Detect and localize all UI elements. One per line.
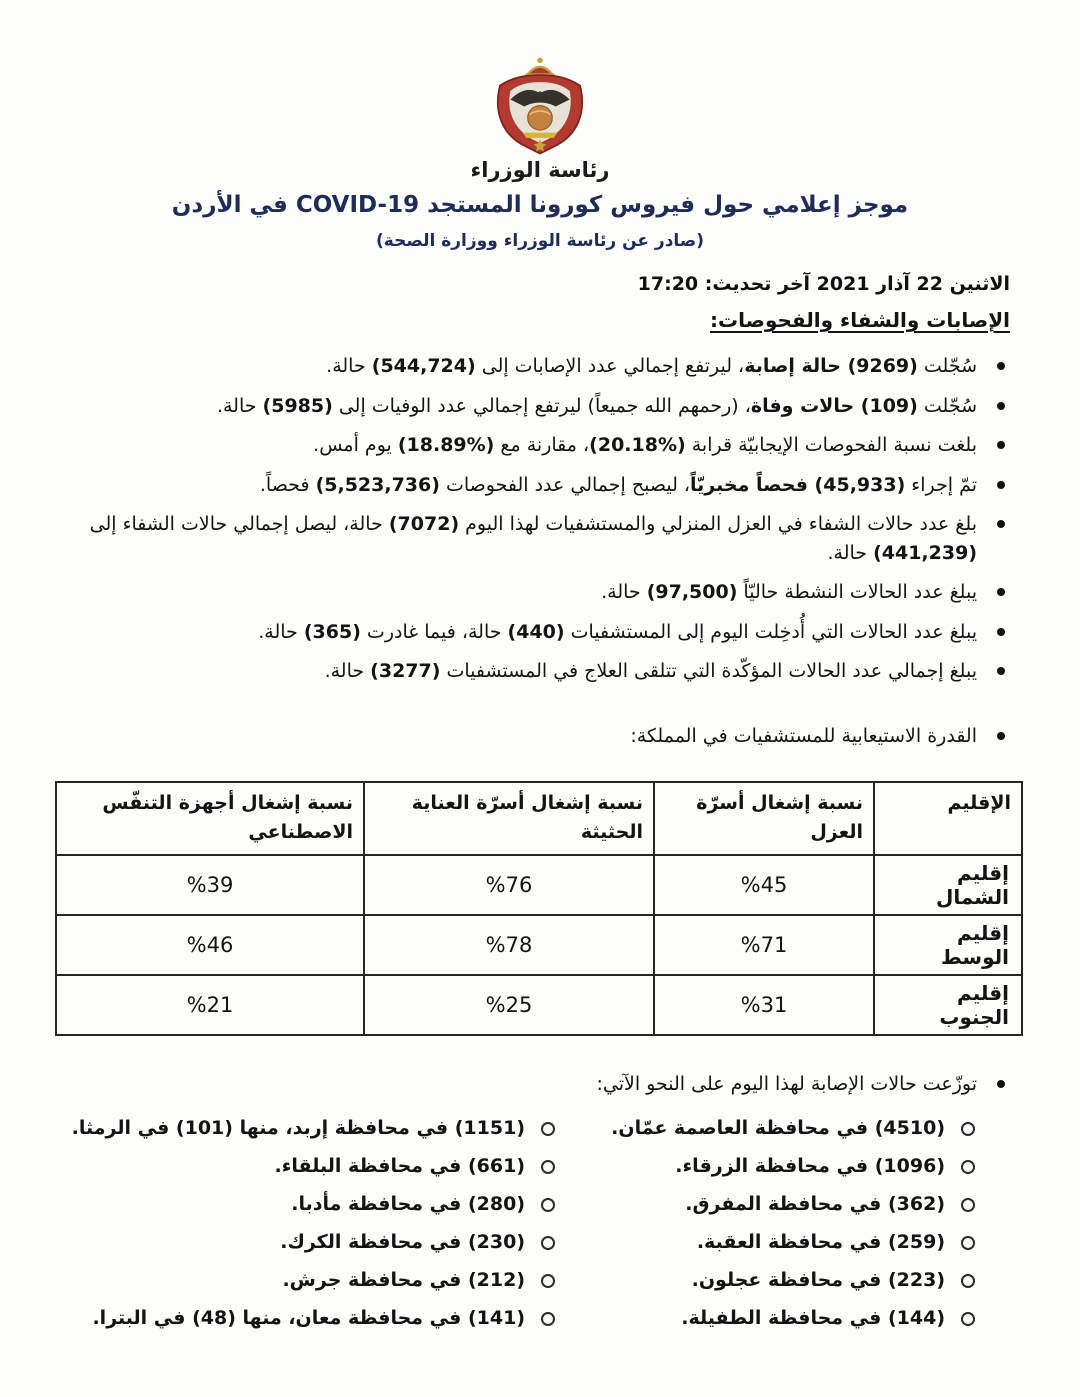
bullet-icon — [997, 481, 1005, 489]
section-heading: الإصابات والشفاء والفحوصات: — [710, 308, 1010, 332]
capacity-table — [55, 781, 1023, 1036]
text-segment: ، مقارنة مع — [494, 434, 590, 456]
page-title: موجز إعلامي حول فيروس كورونا المستجد COVID-19 في الأردن — [171, 192, 909, 218]
governorate-case-text: (362) في محافظة المفرق. — [685, 1193, 945, 1216]
text-segment: (5985) — [262, 394, 333, 417]
stat-bullet-item — [52, 431, 1010, 460]
stat-bullet-item — [52, 618, 1010, 647]
governorate-case-item — [36, 1223, 562, 1261]
hollow-circle-bullet-icon — [541, 1122, 555, 1136]
text-segment: يبلغ عدد الحالات النشطة حاليّاً — [737, 581, 977, 603]
capacity-table-row — [56, 855, 1022, 915]
capacity-table-header-cell: الإقليم — [874, 782, 1022, 855]
hollow-circle-bullet-icon — [541, 1160, 555, 1174]
capacity-table-header-cell: نسبة إشغال أسرّة العزل — [654, 782, 874, 855]
capacity-table-header-cell: نسبة إشغال أجهزة التنفّس الاصطناعي — [56, 782, 364, 855]
governorate-case-item — [562, 1223, 982, 1261]
governorate-case-text: (1151) في محافظة إربد، منها (101) في الرمثا. — [71, 1117, 525, 1140]
text-segment: بلغ عدد حالات الشفاء في العزل المنزلي والمستشفيات لهذا اليوم — [459, 513, 977, 535]
hollow-circle-bullet-icon — [961, 1160, 975, 1174]
bullet-icon — [997, 588, 1005, 596]
occupancy-value-cell: %25 — [364, 975, 654, 1035]
governorate-case-item — [562, 1109, 982, 1147]
stats-bullet-list — [0, 352, 1080, 750]
capacity-table-header-row — [56, 782, 1022, 855]
hollow-circle-bullet-icon — [961, 1122, 975, 1136]
occupancy-value-cell: %46 — [56, 915, 364, 975]
text-segment: يبلغ عدد الحالات التي أُدخِلت اليوم إلى المستشفيات — [564, 620, 977, 643]
text-segment: ، (رحمهم الله جميعاً) ليرتفع إجمالي عدد الوفيات إلى — [332, 394, 751, 417]
hollow-circle-bullet-icon — [961, 1274, 975, 1288]
text-segment: يوم أمس. — [313, 434, 398, 456]
text-segment: بلغت نسبة الفحوصات الإيجابيّة قرابة — [685, 434, 977, 456]
governorate-case-item — [36, 1109, 562, 1147]
governorate-case-item — [36, 1299, 562, 1337]
text-segment: (440) — [507, 620, 565, 643]
governorate-case-text: (280) في محافظة مأدبا. — [291, 1193, 525, 1216]
governorate-case-text: (212) في محافظة جرش. — [282, 1269, 525, 1292]
date-line: الاثنين 22 آذار 2021 آخر تحديث: 17:20 — [637, 273, 1010, 295]
governorate-case-item — [36, 1261, 562, 1299]
text-segment: (97,500) — [646, 581, 738, 603]
capacity-table-row — [56, 975, 1022, 1035]
region-name-cell: إقليم الوسط — [874, 915, 1022, 975]
text-segment: سُجّلت — [917, 394, 977, 417]
hollow-circle-bullet-icon — [541, 1198, 555, 1212]
distribution-column-right — [562, 1109, 982, 1337]
bullet-icon — [997, 402, 1005, 410]
governorate-case-item — [562, 1261, 982, 1299]
capacity-heading-item — [52, 722, 1010, 751]
governorate-case-item — [36, 1185, 562, 1223]
logo-caption: رئاسة الوزراء — [470, 158, 610, 182]
capacity-heading-text: القدرة الاستيعابية للمستشفيات في المملكة: — [630, 724, 977, 747]
document-header — [0, 56, 1080, 251]
governorate-case-text: (230) في محافظة الكرك. — [280, 1231, 525, 1254]
text-segment: (7072) — [388, 513, 460, 535]
capacity-table-header-cell: نسبة إشغال أسرّة العناية الحثيثة — [364, 782, 654, 855]
occupancy-value-cell: %31 — [654, 975, 874, 1035]
text-segment: حالة. — [326, 355, 372, 377]
stat-bullet-item — [52, 392, 1010, 421]
governorate-case-text: (1096) في محافظة الزرقاء. — [675, 1155, 945, 1178]
hollow-circle-bullet-icon — [541, 1274, 555, 1288]
bullet-icon — [997, 362, 1005, 370]
page-subtitle: (صادر عن رئاسة الوزراء ووزارة الصحة) — [376, 231, 704, 251]
text-segment: (441,239) — [873, 541, 977, 564]
stat-bullet-item — [52, 352, 1010, 381]
stat-bullet-item — [52, 578, 1010, 607]
text-segment: (%18.89) — [397, 434, 495, 456]
hollow-circle-bullet-icon — [961, 1236, 975, 1250]
text-segment: فحصاً. — [259, 473, 316, 496]
bullet-icon — [997, 732, 1005, 740]
text-segment: حالة. — [827, 541, 874, 564]
governorate-case-text: (141) في محافظة معان، منها (48) في البترا. — [92, 1307, 525, 1330]
stat-bullet-item — [52, 510, 1010, 567]
distribution-heading-item — [52, 1070, 1010, 1099]
text-segment: حالة. — [601, 581, 647, 603]
governorate-case-item — [562, 1299, 982, 1337]
hollow-circle-bullet-icon — [541, 1312, 555, 1326]
text-segment: يبلغ إجمالي عدد الحالات المؤكّدة التي تتلقى العلاج في المستشفيات — [440, 660, 977, 682]
occupancy-value-cell: %45 — [654, 855, 874, 915]
governorate-case-text: (4510) في محافظة العاصمة عمّان. — [611, 1117, 945, 1140]
occupancy-value-cell: %21 — [56, 975, 364, 1035]
region-name-cell: إقليم الجنوب — [874, 975, 1022, 1035]
text-segment: (365) — [303, 620, 361, 643]
occupancy-value-cell: %76 — [364, 855, 654, 915]
hollow-circle-bullet-icon — [541, 1236, 555, 1250]
distribution-heading-text: توزّعت حالات الإصابة لهذا اليوم على النحو الآتي: — [596, 1072, 977, 1095]
bullet-icon — [997, 667, 1005, 675]
stat-bullet-item — [52, 471, 1010, 500]
governorate-case-item — [562, 1147, 982, 1185]
text-segment: حالة، ليصل إجمالي حالات الشفاء إلى — [89, 513, 389, 535]
hollow-circle-bullet-icon — [961, 1198, 975, 1212]
governorate-case-text: (661) في محافظة البلقاء. — [274, 1155, 525, 1178]
occupancy-value-cell: %78 — [364, 915, 654, 975]
capacity-table-row — [56, 915, 1022, 975]
distribution-column-left — [36, 1109, 562, 1337]
governorate-case-item — [562, 1185, 982, 1223]
text-segment: ، ليصبح إجمالي عدد الفحوصات — [439, 473, 691, 496]
text-segment: تمّ إجراء — [905, 473, 977, 496]
governorate-case-text: (223) في محافظة عجلون. — [691, 1269, 945, 1292]
jordan-coat-of-arms-icon — [479, 56, 601, 157]
text-segment: حالة، فيما غادرت — [360, 620, 508, 643]
bullet-icon — [997, 1080, 1005, 1088]
text-segment: (9269) حالة إصابة — [744, 355, 918, 377]
governorate-case-item — [36, 1147, 562, 1185]
text-segment: (45,933) فحصاً مخبريّاً — [690, 473, 906, 496]
stat-bullet-item — [52, 657, 1010, 686]
governorate-case-text: (144) في محافظة الطفيلة. — [681, 1307, 945, 1330]
capacity-table-body — [56, 855, 1022, 1035]
text-segment: (544,724) — [371, 355, 476, 377]
bullet-icon — [997, 628, 1005, 636]
text-segment: ، ليرتفع إجمالي عدد الإصابات إلى — [475, 355, 745, 377]
occupancy-value-cell: %39 — [56, 855, 364, 915]
text-segment: (109) حالات وفاة — [750, 394, 918, 417]
text-segment: (%20.18) — [589, 434, 686, 456]
occupancy-value-cell: %71 — [654, 915, 874, 975]
bullet-icon — [997, 441, 1005, 449]
text-segment: حالة. — [258, 620, 304, 643]
distribution-heading-list — [0, 1070, 1080, 1099]
hollow-circle-bullet-icon — [961, 1312, 975, 1326]
text-segment: حالة. — [324, 660, 371, 682]
governorate-case-text: (259) في محافظة العقبة. — [696, 1231, 945, 1254]
distribution-columns — [0, 1109, 1080, 1337]
text-segment: (3277) — [370, 660, 441, 682]
text-segment: حالة. — [216, 394, 263, 417]
region-name-cell: إقليم الشمال — [874, 855, 1022, 915]
text-segment: (5,523,736) — [315, 473, 440, 496]
text-segment: سُجّلت — [917, 355, 977, 377]
bullet-icon — [997, 520, 1005, 528]
